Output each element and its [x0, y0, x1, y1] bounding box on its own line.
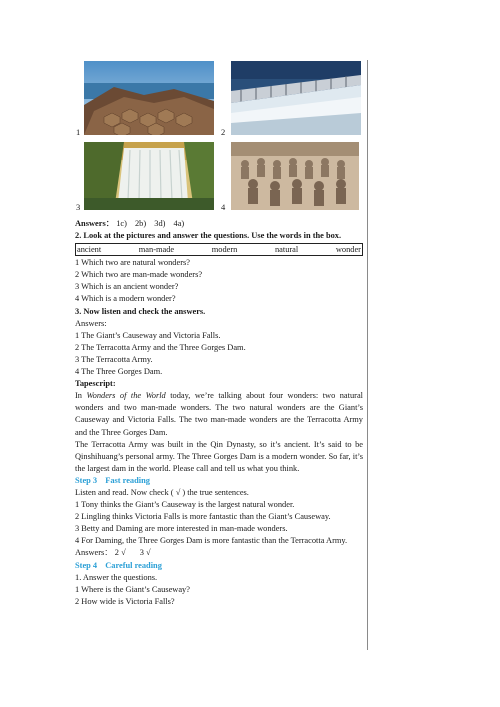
- word-box: [75, 243, 363, 256]
- q2-title: 2. Look at the pictures and answer the questions. Use the words in the box.: [75, 231, 342, 241]
- image-label-2: 2: [221, 127, 226, 137]
- step3-instruction: Listen and read. Now check ( √ ) the true sentences.: [75, 487, 249, 497]
- tapescript-label: Tapescript:: [75, 379, 116, 389]
- step3-heading: Step 3 Fast reading: [75, 475, 150, 485]
- word-natural: natural: [274, 245, 299, 255]
- worksheet-content: [75, 218, 363, 608]
- word-ancient: ancient: [77, 245, 102, 255]
- step3-answers: Answers： 2 √ 3 √: [75, 548, 151, 558]
- q2-question: 1 Which two are natural wonders?: [75, 258, 190, 268]
- step3-sentence: 1 Tony thinks the Giant’s Causeway is the largest natural wonder.: [75, 500, 295, 510]
- q2-question: 2 Which two are man-made wonders?: [75, 270, 203, 280]
- q2-question: 3 Which is an ancient wonder?: [75, 282, 179, 292]
- step4-question: 2 How wide is Victoria Falls?: [75, 596, 175, 606]
- margin-rule: [367, 60, 368, 650]
- step3-sentence: 2 Lingling thinks Victoria Falls is more fantastic than the Giant’s Causeway.: [75, 512, 331, 522]
- step3-sentence: 4 For Daming, the Three Gorges Dam is more fantastic than the Terracotta Army.: [75, 536, 348, 546]
- q3-title: 3. Now listen and check the answers.: [75, 306, 206, 316]
- answers-1: Answers： 1c) 2b) 3d) 4a): [75, 219, 185, 228]
- q2-question: 4 Which is a modern wonder?: [75, 294, 176, 304]
- three-gorges-dam-photo: [231, 61, 361, 135]
- q3-answer: 4 The Three Gorges Dam.: [75, 367, 163, 377]
- image-label-3: 3: [76, 202, 81, 212]
- giants-causeway-photo: [84, 61, 214, 135]
- step3-sentence: 3 Betty and Daming are more interested in man-made wonders.: [75, 524, 288, 534]
- q3-answer: 2 The Terracotta Army and the Three Gorges Dam.: [75, 342, 246, 352]
- tapescript-paragraph-1: In Wonders of the World today, we’re talking about four wonders: two natural wonders and two man-made wonders. The two natural wonders are the Giant’s Causeway and Victoria Falls. The two man-made wonders are the Terracotta Army and the Three Gorges Dam.: [75, 391, 363, 437]
- q3-answer: 3 The Terracotta Army.: [75, 354, 153, 364]
- image-label-1: 1: [76, 127, 81, 137]
- word-man-made: man-made: [138, 245, 175, 255]
- image-label-4: 4: [221, 202, 226, 212]
- tapescript-paragraph-2: The Terracotta Army was built in the Qin Dynasty, so it’s ancient. It’s said to be Qinshihuang’s personal army. The Three Gorges Dam is a modern wonder. So far, it’s the largest dam in the world. Please call and tell us what you think.: [75, 439, 363, 473]
- terracotta-army-photo: [231, 142, 359, 210]
- word-wonder: wonder: [335, 245, 361, 255]
- step4-heading: Step 4 Careful reading: [75, 560, 162, 570]
- word-modern: modern: [211, 245, 238, 255]
- q3-answer: 1 The Giant’s Causeway and Victoria Falls.: [75, 330, 221, 340]
- victoria-falls-photo: [84, 142, 214, 210]
- step4-subheading: 1. Answer the questions.: [75, 572, 158, 582]
- step4-question: 1 Where is the Giant’s Causeway?: [75, 584, 190, 594]
- q3-answers-label: Answers:: [75, 318, 107, 328]
